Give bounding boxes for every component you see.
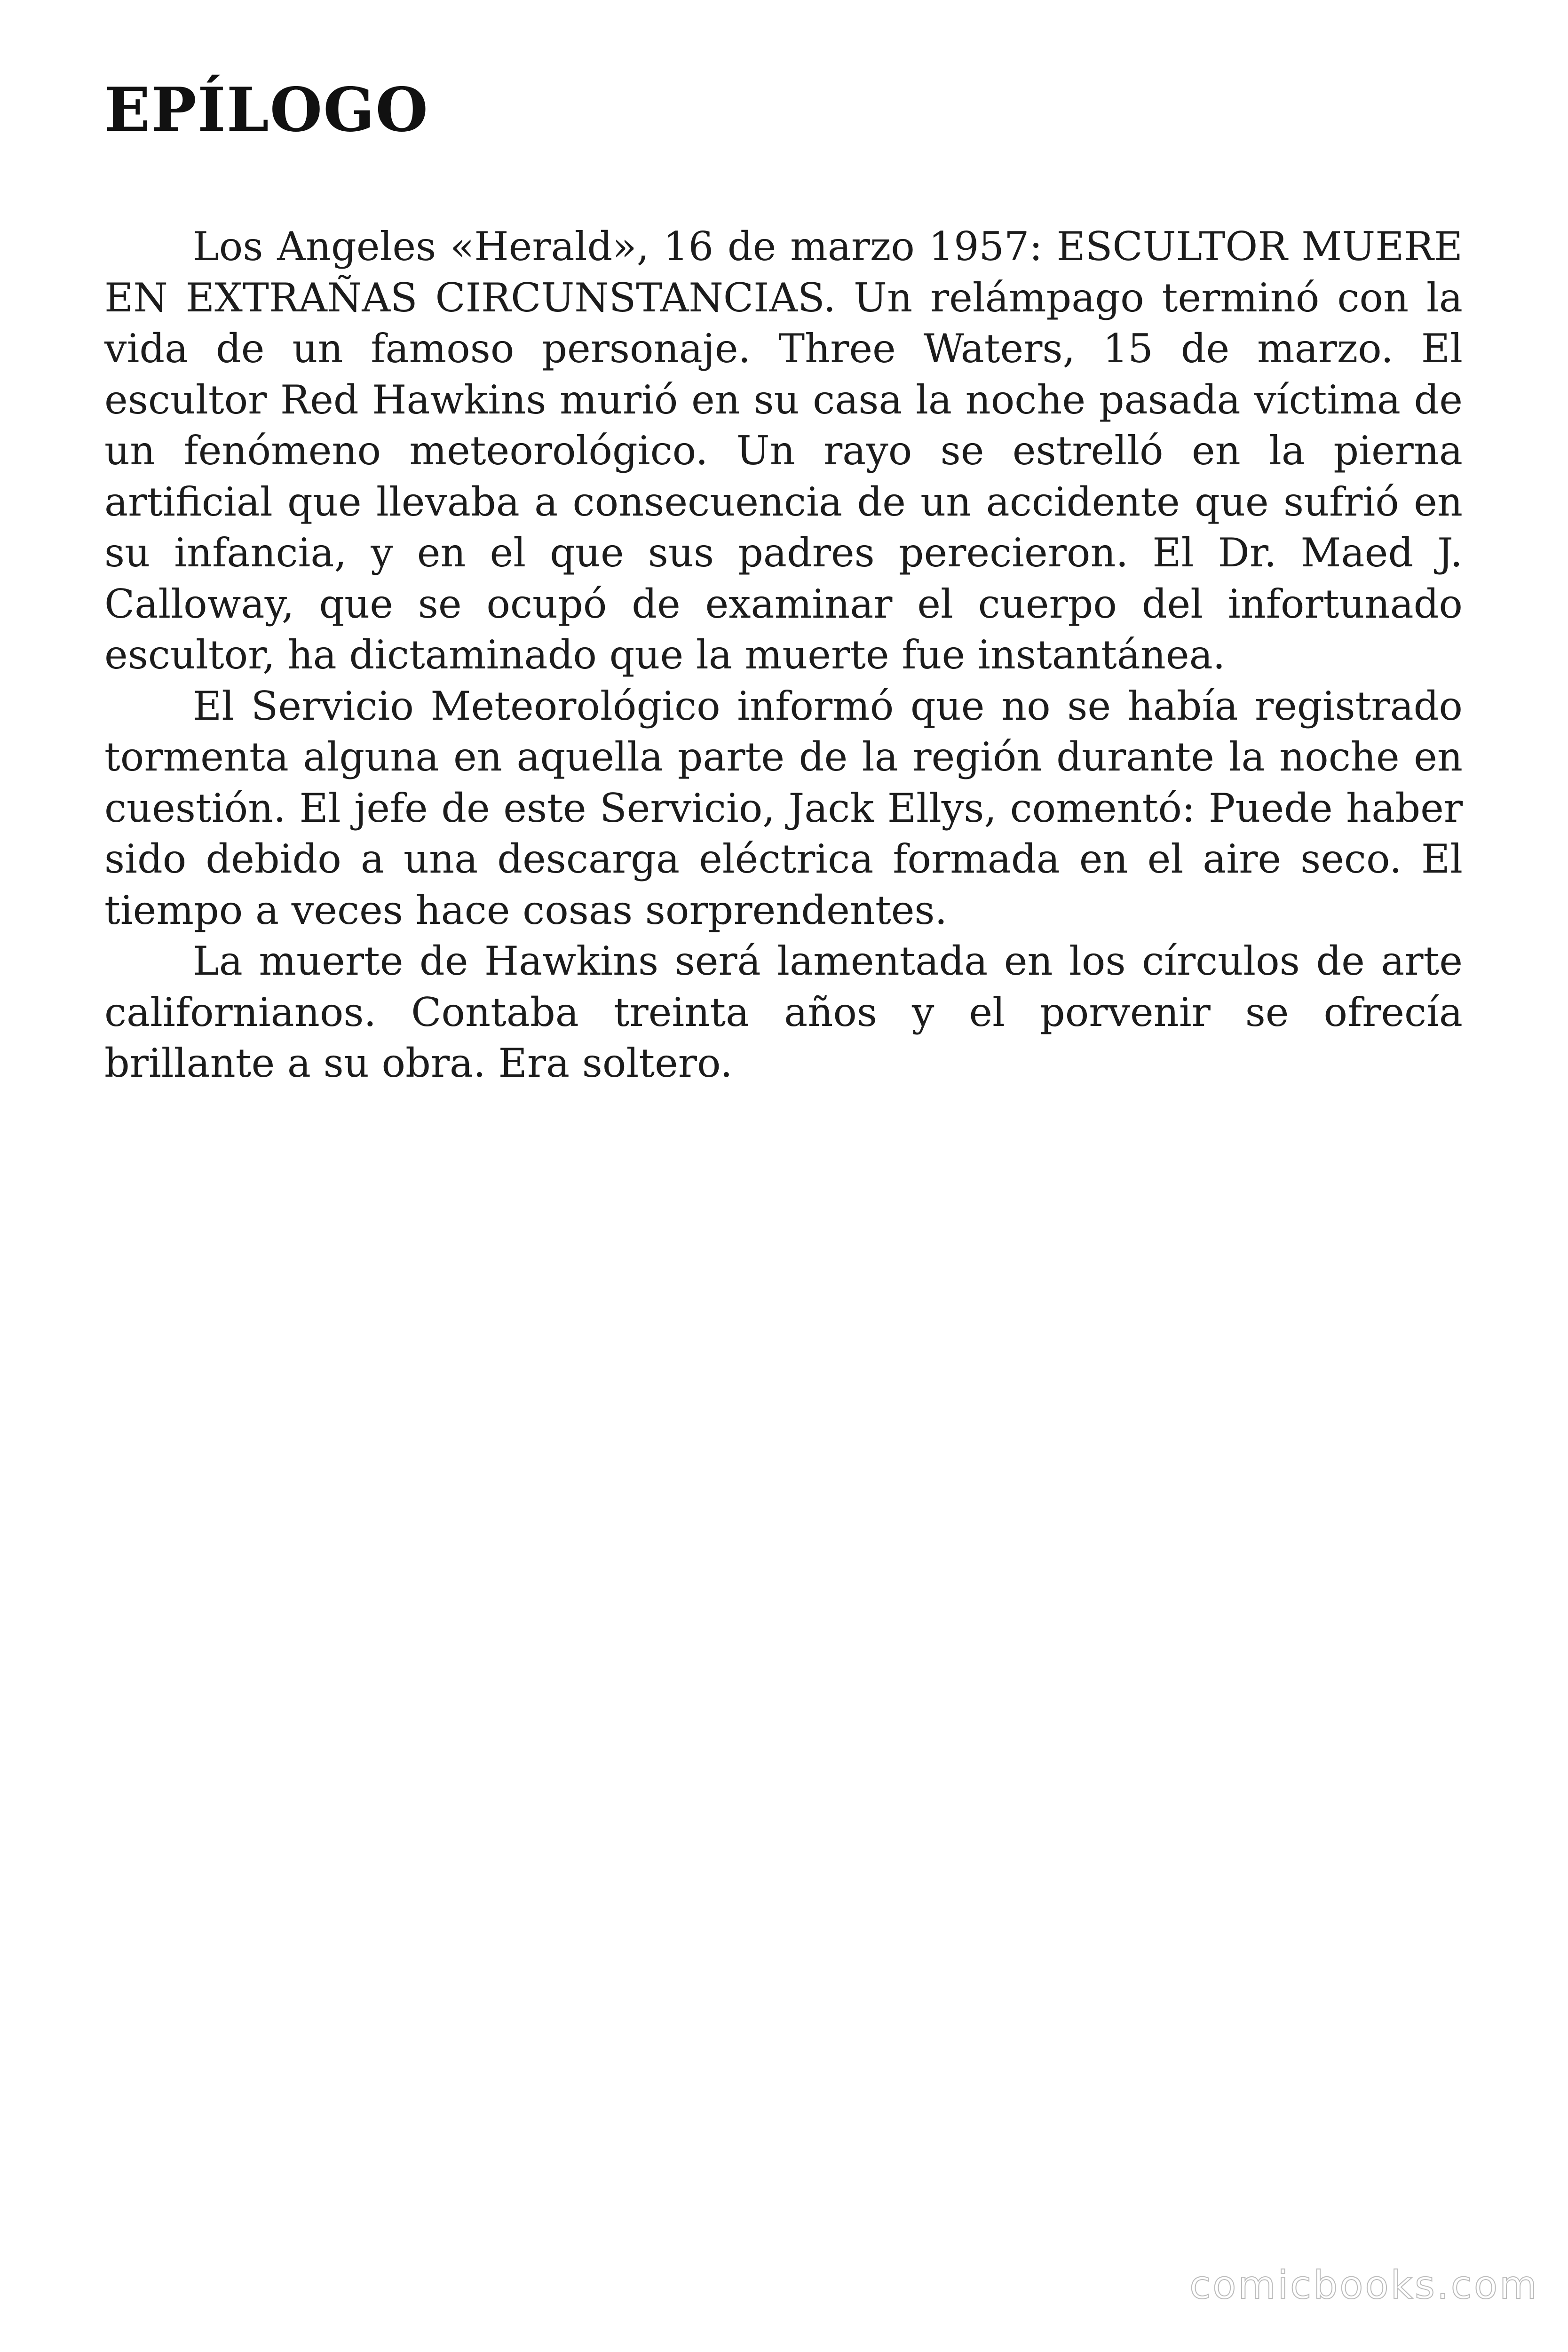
chapter-body [104,221,1463,1089]
chapter-title: EPÍLOGO [104,75,429,145]
paragraph-newspaper-report: Los Angeles «Herald», 16 de marzo 1957: ESCULTOR MUERE EN EXTRAÑAS CIRCUNSTANCIAS. Un relámpago terminó con la vida de un famoso personaje. Three Waters, 15 de marzo. El escultor Red Hawkins murió en su casa la noche pasada víctima de un fenómeno meteorológico. Un rayo se estrelló en la pierna artificial que llevaba a consecuencia de un accidente que sufrió en su infancia, y en el que sus padres perecieron. El Dr. Maed J. Calloway, que se ocupó de examinar el cuerpo del infortunado escultor, ha dictaminado que la muerte fue instantánea. [104,223,1463,678]
watermark: comicbooks.com [1189,2263,1539,2308]
paragraph-obituary: La muerte de Hawkins será lamentada en los círculos de arte californianos. Contaba treinta años y el porvenir se ofrecía brillante a su obra. Era soltero. [104,938,1463,1086]
paragraph-weather-service: El Servicio Meteorológico informó que no se había registrado tormenta alguna en aquella parte de la región durante la noche en cuestión. El jefe de este Servicio, Jack Ellys, comentó: Puede haber sido debido a una descarga eléctrica formada en el aire seco. El tiempo a veces hace cosas sorprendentes. [104,683,1463,933]
